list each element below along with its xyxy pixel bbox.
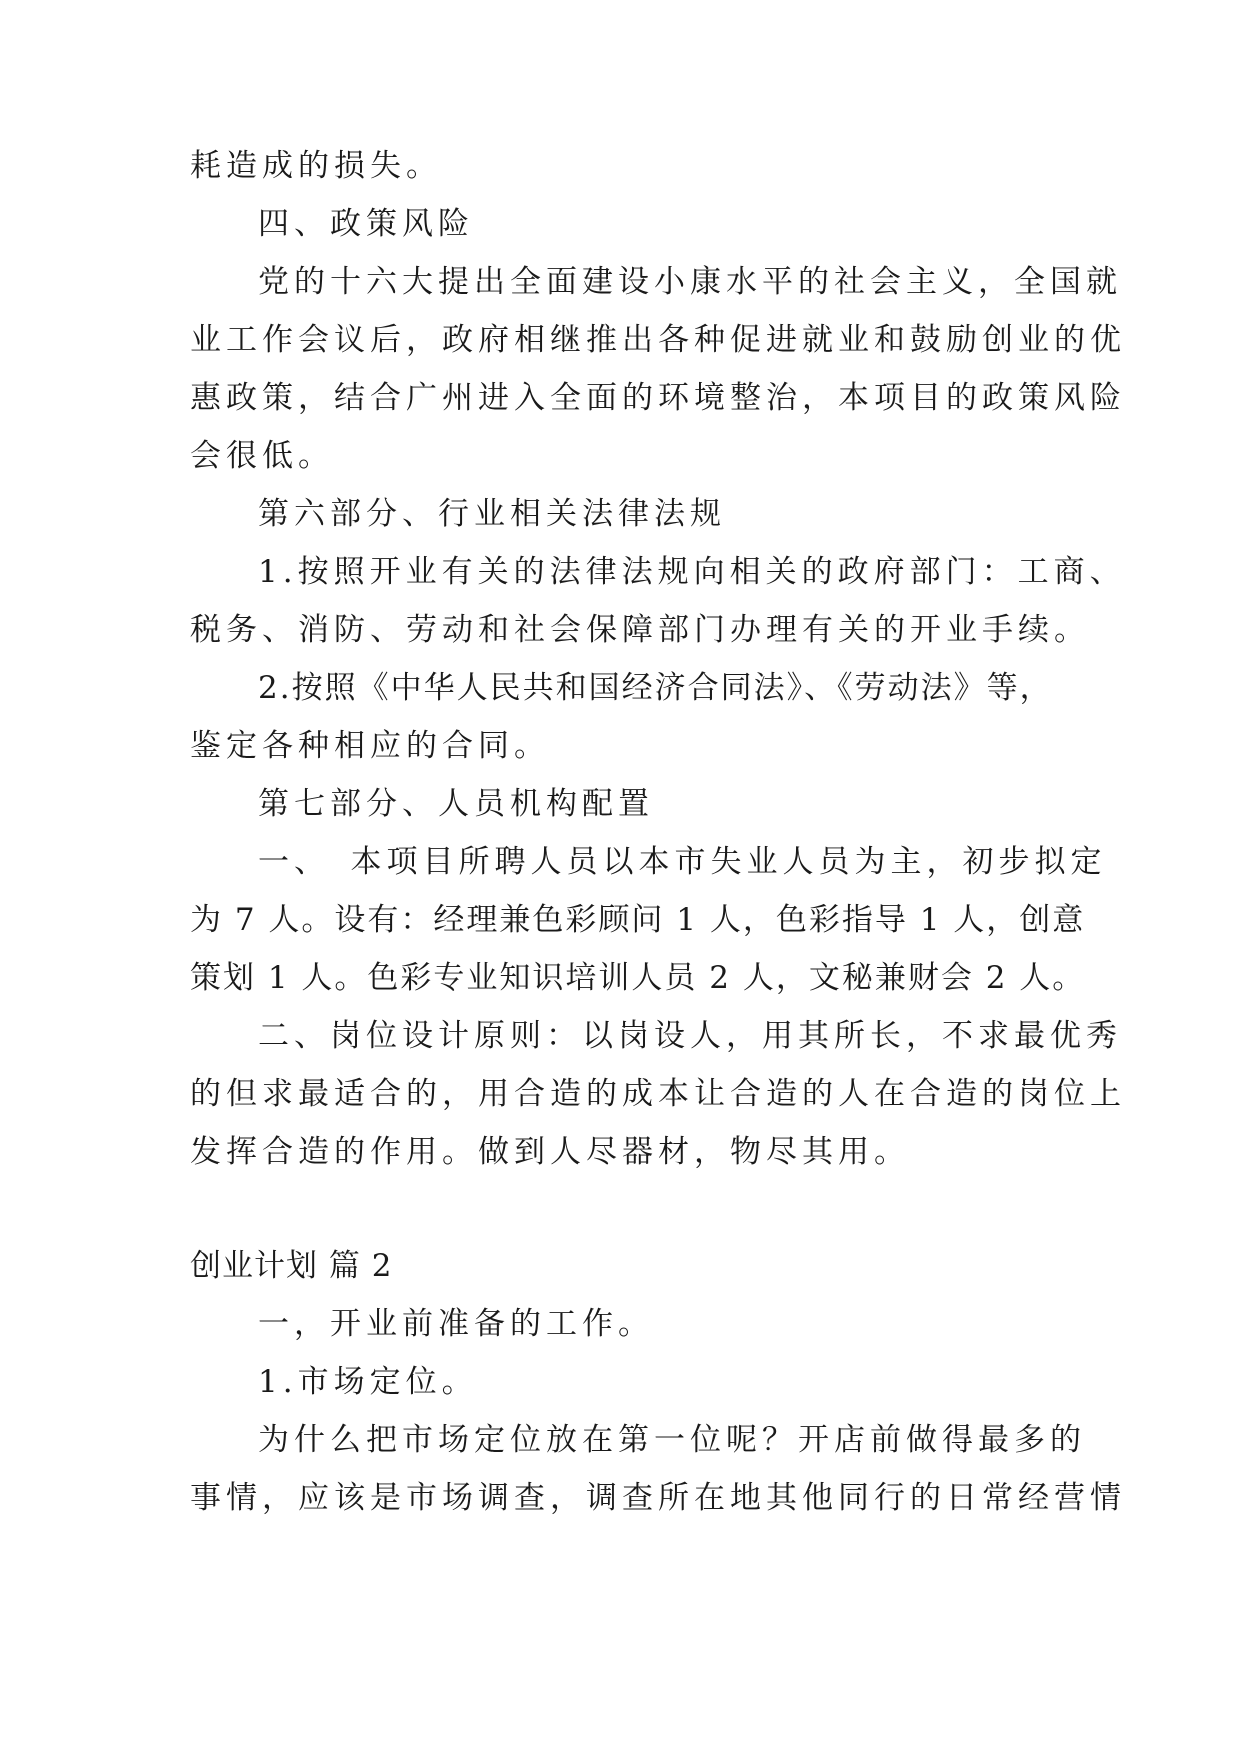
paragraph-line: 一、 本项目所聘人员以本市失业人员为主，初步拟定 — [258, 844, 1107, 880]
section-heading: 四、政策风险 — [258, 206, 474, 242]
paragraph-line: 二、岗位设计原则：以岗设人，用其所长，不求最优秀 — [258, 1018, 1122, 1054]
paragraph-line: 的但求最适合的，用合造的成本让合造的人在合造的岗位上 — [190, 1076, 1126, 1112]
section-heading: 一，开业前准备的工作。 — [258, 1306, 654, 1342]
paragraph-line: 事情，应该是市场调查，调查所在地其他同行的日常经营情 — [190, 1480, 1126, 1516]
paragraph-line: 为什么把市场定位放在第一位呢？开店前做得最多的 — [258, 1422, 1086, 1458]
paragraph-line: 会很低。 — [190, 438, 334, 474]
paragraph-line: 业工作会议后，政府相继推出各种促进就业和鼓励创业的优 — [190, 322, 1126, 358]
paragraph-line: 发挥合造的作用。做到人尽器材，物尽其用。 — [190, 1134, 910, 1170]
paragraph-line: 1.按照开业有关的法律法规向相关的政府部门：工商、 — [258, 554, 1126, 590]
document-title: 创业计划 篇 2 — [190, 1248, 393, 1284]
paragraph-line: 策划 1 人。色彩专业知识培训人员 2 人，文秘兼财会 2 人。 — [190, 960, 1086, 996]
section-heading: 第七部分、人员机构配置 — [258, 786, 654, 822]
paragraph-line: 2.按照《中华人民共和国经济合同法》、《劳动法》等， — [258, 670, 1053, 706]
paragraph-line: 党的十六大提出全面建设小康水平的社会主义，全国就 — [258, 264, 1122, 300]
paragraph-line: 耗造成的损失。 — [190, 148, 442, 184]
paragraph-line: 惠政策，结合广州进入全面的环境整治，本项目的政策风险 — [190, 380, 1126, 416]
paragraph-line: 鉴定各种相应的合同。 — [190, 728, 550, 764]
section-heading: 1.市场定位。 — [258, 1364, 478, 1400]
section-heading: 第六部分、行业相关法律法规 — [258, 496, 726, 532]
paragraph-line: 税务、消防、劳动和社会保障部门办理有关的开业手续。 — [190, 612, 1090, 648]
paragraph-line: 为 7 人。设有：经理兼色彩顾问 1 人，色彩指导 1 人，创意 — [190, 902, 1086, 938]
